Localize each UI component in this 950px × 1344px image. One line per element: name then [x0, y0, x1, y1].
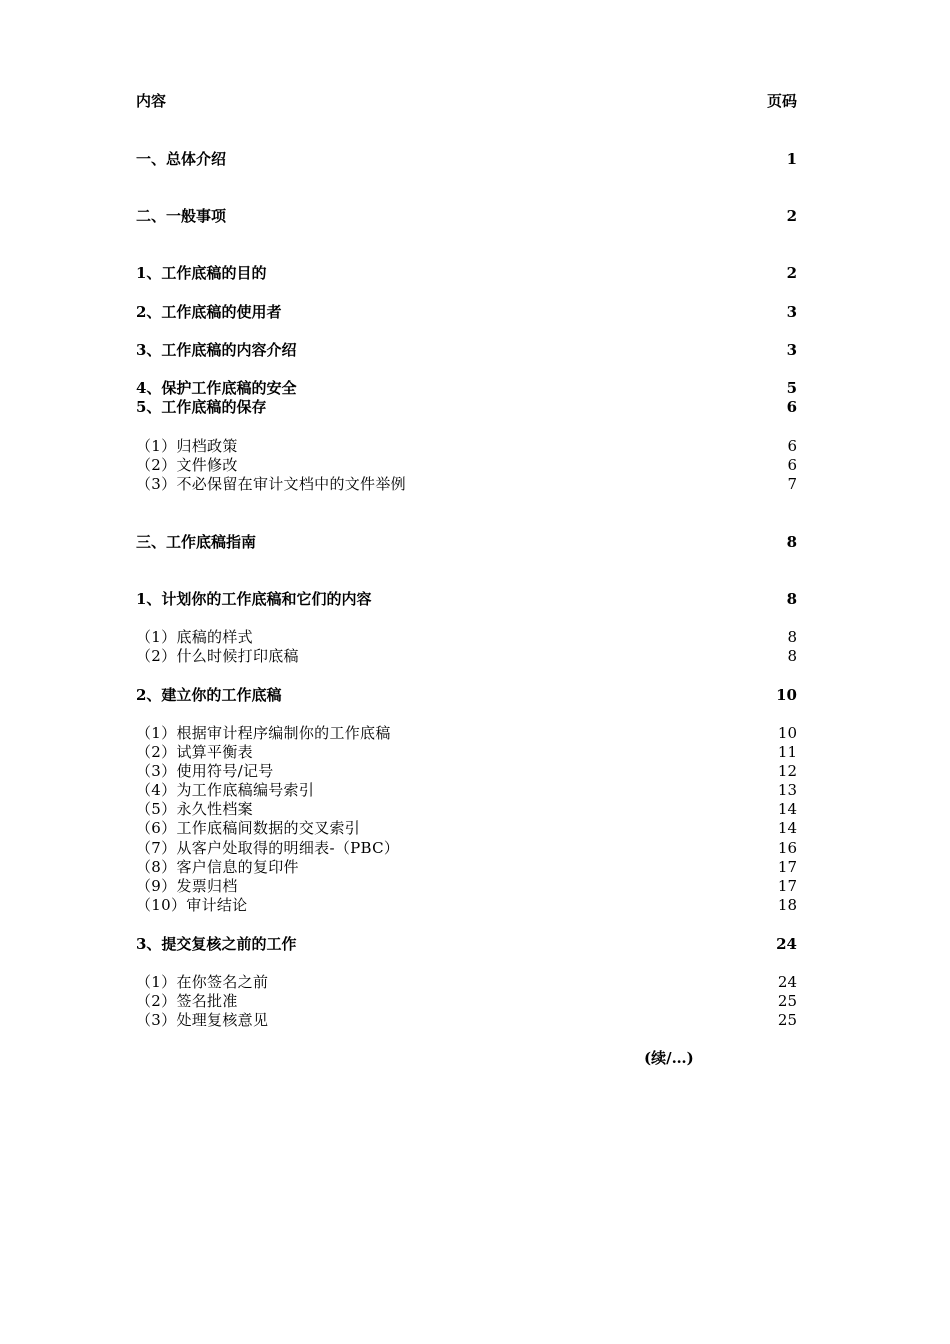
- toc-subentry-page: 8: [787, 628, 797, 646]
- toc-subentry-label: （2）什么时候打印底稿: [136, 647, 299, 665]
- toc-entry-page: 1: [786, 150, 797, 168]
- toc-subentry-label: （1）根据审计程序编制你的工作底稿: [136, 724, 391, 742]
- toc-subentry-label: （7）从客户处取得的明细表-（PBC）: [136, 839, 400, 857]
- toc-header: [136, 91, 797, 111]
- toc-entry: [136, 685, 797, 705]
- toc-entry: [136, 934, 797, 954]
- toc-entry: [136, 397, 797, 417]
- toc-subentry: [136, 761, 797, 781]
- toc-subentry: [136, 646, 797, 666]
- toc-entry: [136, 378, 797, 398]
- toc-entry: [136, 532, 797, 552]
- continued-note: (续/…): [644, 1049, 694, 1067]
- toc-subentry: [136, 455, 797, 475]
- toc-subentry-label: （1）底稿的样式: [136, 628, 253, 646]
- toc-entry-label: 3、工作底稿的内容介绍: [136, 341, 297, 359]
- toc-subentry: [136, 780, 797, 800]
- toc-entry-label: 5、工作底稿的保存: [136, 398, 267, 416]
- toc-subentry-page: 8: [787, 647, 797, 665]
- toc-subentry: [136, 857, 797, 877]
- toc-entry: [136, 149, 797, 169]
- toc-entry-label: 1、工作底稿的目的: [136, 264, 267, 282]
- content-heading: 内容: [136, 92, 167, 110]
- toc-entry-page: 8: [786, 533, 797, 551]
- toc-subentry-label: （2）签名批准: [136, 992, 238, 1010]
- toc-subentry-label: （3）处理复核意见: [136, 1011, 269, 1029]
- toc-subentry-page: 6: [787, 456, 797, 474]
- toc-subentry: [136, 818, 797, 838]
- toc-entry-page: 3: [786, 341, 797, 359]
- toc-entry-page: 2: [786, 207, 797, 225]
- toc-subentry-label: （10）审计结论: [136, 896, 248, 914]
- toc-entry: [136, 206, 797, 226]
- toc-subentry-label: （3）使用符号/记号: [136, 762, 274, 780]
- toc-subentry-label: （8）客户信息的复印件: [136, 858, 299, 876]
- toc-entry-page: 3: [786, 303, 797, 321]
- toc-entry-label: 三、工作底稿指南: [136, 533, 257, 551]
- toc-subentry: [136, 876, 797, 896]
- toc-subentry: [136, 895, 797, 915]
- toc-subentry: [136, 1010, 797, 1030]
- toc-subentry: [136, 723, 797, 743]
- toc-entry-label: 二、一般事项: [136, 207, 227, 225]
- toc-entry-label: 2、工作底稿的使用者: [136, 303, 282, 321]
- toc-subentry-page: 17: [777, 877, 797, 895]
- toc-subentry: [136, 474, 797, 494]
- toc-entry-page: 24: [776, 935, 797, 953]
- toc-subentry-page: 24: [777, 973, 797, 991]
- toc-entry: [136, 263, 797, 283]
- toc-entry-page: 10: [776, 686, 797, 704]
- toc-entry-label: 4、保护工作底稿的安全: [136, 379, 297, 397]
- toc-subentry-label: （4）为工作底稿编号索引: [136, 781, 315, 799]
- toc-subentry-page: 10: [777, 724, 797, 742]
- toc-subentry-label: （9）发票归档: [136, 877, 238, 895]
- toc-entry-label: 3、提交复核之前的工作: [136, 935, 297, 953]
- toc-subentry: [136, 627, 797, 647]
- toc-subentry-label: （5）永久性档案: [136, 800, 253, 818]
- toc-subentry-page: 7: [787, 475, 797, 493]
- toc-subentry-label: （2）试算平衡表: [136, 743, 253, 761]
- toc-entry: [136, 302, 797, 322]
- toc-entry-label: 一、总体介绍: [136, 150, 227, 168]
- toc-entry-label: 2、建立你的工作底稿: [136, 686, 282, 704]
- toc-subentry-page: 14: [777, 819, 797, 837]
- toc-subentry-page: 17: [777, 858, 797, 876]
- toc-subentry: [136, 838, 797, 858]
- toc-entry-page: 2: [786, 264, 797, 282]
- toc-subentry-page: 11: [777, 743, 797, 761]
- toc-subentry-label: （2）文件修改: [136, 456, 238, 474]
- toc-subentry: [136, 799, 797, 819]
- toc-subentry-label: （1）归档政策: [136, 437, 238, 455]
- toc-entry-page: 6: [786, 398, 797, 416]
- toc-subentry-page: 12: [777, 762, 797, 780]
- toc-subentry: [136, 991, 797, 1011]
- toc-subentry-page: 25: [777, 1011, 797, 1029]
- toc-entry: [136, 589, 797, 609]
- toc-subentry-page: 14: [777, 800, 797, 818]
- toc-subentry: [136, 436, 797, 456]
- toc-subentry: [136, 742, 797, 762]
- toc-subentry-page: 16: [777, 839, 797, 857]
- toc-subentry-label: （6）工作底稿间数据的交叉索引: [136, 819, 361, 837]
- toc-subentry-page: 13: [777, 781, 797, 799]
- toc-subentry-label: （1）在你签名之前: [136, 973, 269, 991]
- toc-entry-label: 1、计划你的工作底稿和它们的内容: [136, 590, 372, 608]
- toc-entry: [136, 340, 797, 360]
- toc-subentry-label: （3）不必保留在审计文档中的文件举例: [136, 475, 406, 493]
- toc-subentry: [136, 972, 797, 992]
- toc-entry-page: 8: [786, 590, 797, 608]
- toc-subentry-page: 18: [777, 896, 797, 914]
- page-heading: 页码: [766, 92, 797, 110]
- toc-entry-page: 5: [786, 379, 797, 397]
- toc-subentry-page: 25: [777, 992, 797, 1010]
- toc-subentry-page: 6: [787, 437, 797, 455]
